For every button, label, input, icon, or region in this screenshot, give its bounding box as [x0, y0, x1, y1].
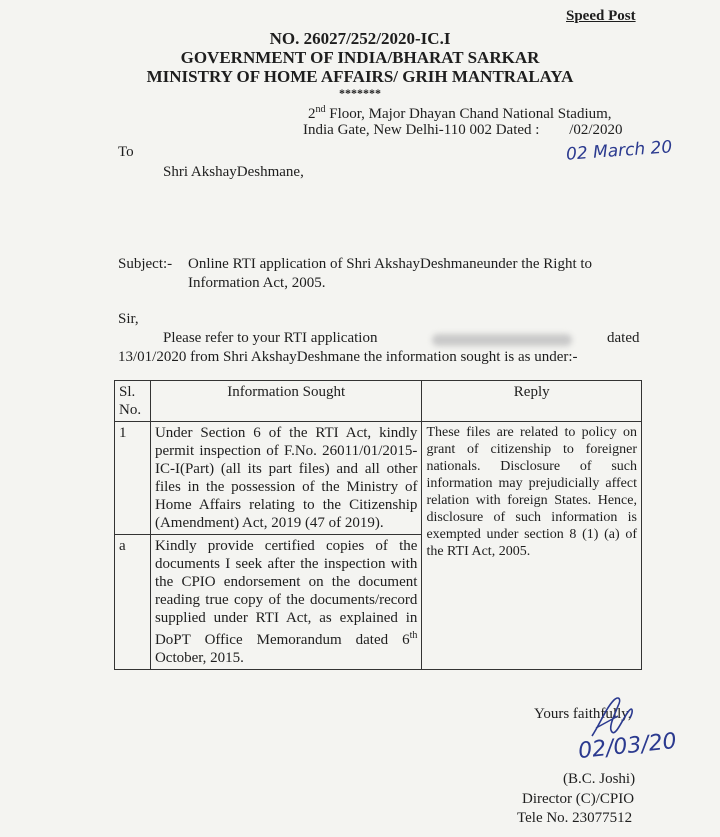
ministry-heading: MINISTRY OF HOME AFFAIRS/ GRIH MANTRALAYA — [146, 67, 574, 86]
address-line-2 — [303, 122, 623, 139]
signature-date: 02/03/20 — [576, 728, 678, 765]
dated-value: /02/2020 — [569, 122, 623, 138]
government-heading: GOVERNMENT OF INDIA/BHARAT SARKAR — [180, 48, 540, 67]
address-line-2-text: India Gate, New Delhi-110 002 Dated : — [303, 122, 540, 138]
subject-line-1: Online RTI application of Shri AkshayDeshmaneunder the Right to — [188, 256, 593, 272]
row-a-information — [150, 535, 421, 670]
reply-cell: These files are related to policy on grant of citizenship to foreigner nationals. Disclosure of such information may prejudicially affect relation with foreign States. Hence, disclosure of such information is exempted under section 8 (1) (a) of the RTI Act, 2005. — [422, 422, 642, 670]
signatory-designation: Director (C)/CPIO — [522, 791, 635, 807]
subject-line-2: Information Act, 2005. — [188, 275, 326, 291]
row-a-info-end: October, 2015. — [154, 650, 244, 666]
row-1-sl: 1 — [115, 422, 151, 535]
information-table — [114, 380, 642, 670]
table-header-row — [115, 381, 642, 422]
file-number: NO. 26027/252/2020-IC.I — [269, 29, 451, 48]
header-sl-no: Sl. No. — [115, 381, 151, 422]
row-a-sl: a — [115, 535, 151, 670]
speed-post-label: Speed Post — [566, 8, 636, 24]
body-line-1-start: Please refer to your RTI application — [163, 330, 378, 346]
row-a-info-main: Kindly provide certified copies of the documents I seek after the inspection with the CPIO endorsement on the document reading true copy of the documents/record supplied under RTI Act, as explained in DoPT Office Memorandum dated 6 — [154, 538, 418, 648]
header-reply: Reply — [422, 381, 642, 422]
yours-faithfully: Yours faithfully, — [534, 706, 632, 722]
salutation: Sir, — [118, 311, 139, 327]
address-line-1 — [308, 104, 612, 123]
header-information-sought: Information Sought — [150, 381, 421, 422]
row-1-information: Under Section 6 of the RTI Act, kindly permit inspection of F.No. 26011/01/2015-IC-I(Part) (all its part files) and all other files in the possession of the Ministry of Home Affairs relating to the Citizenship (Amendment) Act, 2019 (47 of 2019). — [150, 422, 421, 535]
to-label: To — [118, 144, 134, 160]
subject-label: Subject:- — [118, 256, 173, 272]
table-row — [115, 422, 642, 535]
recipient-name: Shri AkshayDeshmane, — [163, 164, 304, 180]
handwritten-date: 02 March 20 — [565, 137, 673, 165]
floor-number: 2 — [308, 106, 316, 122]
signatory-name: (B.C. Joshi) — [563, 771, 636, 787]
floor-suffix: nd — [315, 104, 326, 115]
body-line-2: 13/01/2020 from Shri AkshayDeshmane the information sought is as under:- — [118, 349, 578, 365]
redacted-application-number — [432, 334, 572, 346]
body-line-1-end: dated — [607, 330, 640, 346]
telephone-number: Tele No. 23077512 — [517, 810, 633, 826]
separator-stars: ******* — [339, 86, 381, 100]
address-line-1-text: Floor, Major Dhayan Chand National Stadium, — [325, 106, 612, 122]
row-a-info-sup: th — [409, 630, 418, 641]
